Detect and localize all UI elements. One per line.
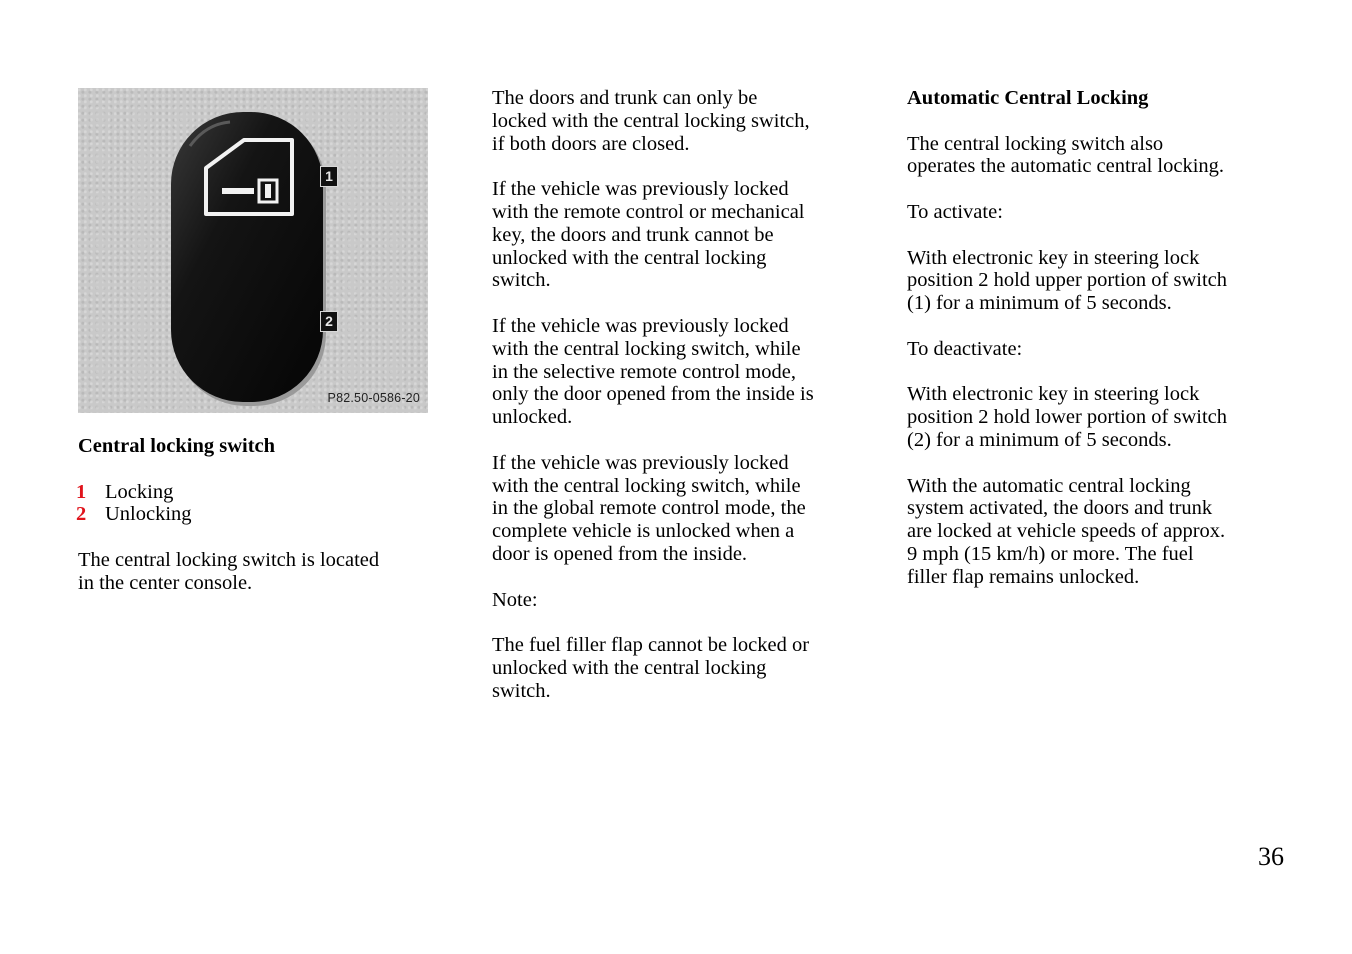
paragraph-speed-locking: With the automatic central locking system activated, the doors and trunk are locked at vehicle speeds of approx. 9 mph (15 km/h) or more. The fuel filler flap remains unlocked. — [907, 474, 1226, 588]
deactivate-label: To deactivate: — [907, 337, 1023, 360]
page-number: 36 — [1258, 842, 1284, 871]
activate-instructions: With electronic key in steering lock position 2 hold upper portion of switch (1) for a minimum of 5 seconds. — [907, 246, 1228, 315]
paragraph-selective-mode: If the vehicle was previously locked with the central locking switch, while in the selective remote control mode, only the door opened from the inside is unlocked. — [492, 314, 814, 429]
legend-number: 1 — [76, 480, 87, 503]
callout-2-badge: 2 — [320, 311, 338, 332]
paragraph-remote-locked: If the vehicle was previously locked with the remote control or mechanical key, the doors and trunk cannot be unlocked with the central locking switch. — [492, 178, 805, 292]
note-label: Note: — [492, 588, 538, 611]
figure-caption: Central locking switch — [78, 435, 276, 457]
activate-label: To activate: — [907, 200, 1003, 223]
middle-column — [492, 87, 872, 725]
switch-illustration — [78, 88, 428, 413]
central-locking-switch-figure — [78, 88, 428, 413]
legend-label: Locking — [105, 480, 174, 503]
location-paragraph: The central locking switch is located in the center console. — [78, 548, 380, 594]
legend-item — [78, 503, 448, 526]
legend-list — [78, 481, 448, 527]
deactivate-instructions: With electronic key in steering lock position 2 hold lower portion of switch (2) for a minimum of 5 seconds. — [907, 383, 1228, 451]
left-column — [78, 88, 448, 617]
callout-1-badge: 1 — [320, 166, 338, 187]
legend-label: Unlocking — [105, 503, 192, 526]
paragraph-global-mode: If the vehicle was previously locked with the central locking switch, while in the global remote control mode, the complete vehicle is unlocked when a door is opened from the inside. — [492, 451, 806, 565]
right-column — [907, 87, 1287, 611]
figure-code: P82.50-0586-20 — [327, 391, 420, 406]
note-fuel-flap: The fuel filler flap cannot be locked or unlocked with the central locking switch. — [492, 634, 810, 702]
section-heading: Automatic Central Locking — [907, 87, 1149, 109]
legend-number: 2 — [76, 503, 87, 526]
paragraph-doors-closed: The doors and trunk can only be locked with the central locking switch, if both doors are closed. — [492, 87, 810, 155]
legend-item — [78, 481, 448, 504]
paragraph-intro: The central locking switch also operates the automatic central locking. — [907, 132, 1225, 178]
